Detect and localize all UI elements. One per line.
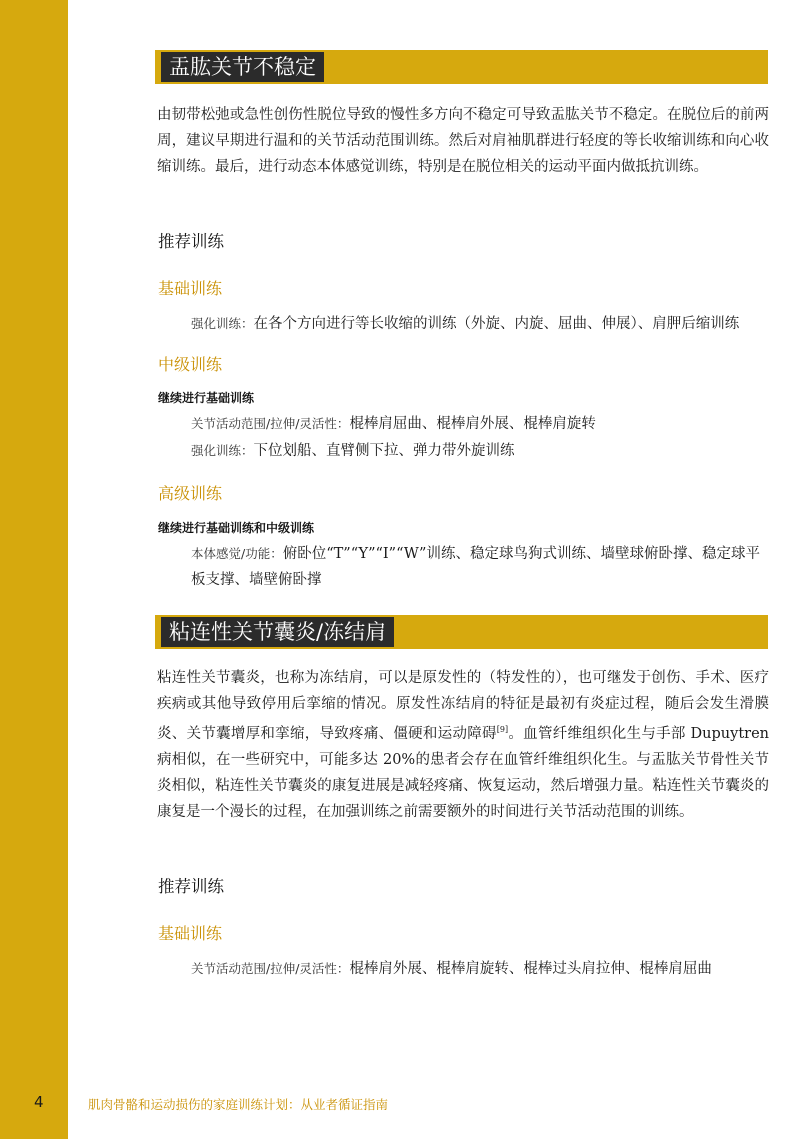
basic-exercises-heading: 基础训练 <box>158 279 223 298</box>
item-label: 关节活动范围/拉伸/灵活性： <box>191 961 350 976</box>
item-text: 俯卧位“T”“Y”“I”“W”训练、稳定球鸟狗式训练、墙壁球俯卧撑、稳定球平板支撑、墙壁俯卧撑 <box>191 546 760 588</box>
strength-training-item <box>191 311 769 337</box>
item-label: 强化训练： <box>191 316 254 331</box>
paragraph-text: 粘连性关节囊炎，也称为冻结肩，可以是原发性的（特发性的），也可继发于创伤、手术、医疗疾病或其他导致停用后挛缩的情况。原发性冻结肩的特征是最初有炎症过程，随后会发生滑膜炎、关节囊增厚和挛缩，导致疼痛、僵硬和运动障碍 <box>157 670 769 742</box>
rom-item <box>191 411 769 437</box>
running-footer-title: 肌肉骨骼和运动损伤的家庭训练计划：从业者循证指南 <box>88 1097 389 1112</box>
item-label: 本体感觉/功能： <box>191 546 283 561</box>
intermediate-exercises-heading: 中级训练 <box>158 355 223 374</box>
strength-training-item <box>191 438 769 464</box>
section-paragraph: 由韧带松弛或急性创伤性脱位导致的慢性多方向不稳定可导致盂肱关节不稳定。在脱位后的前两周，建议早期进行温和的关节活动范围训练。然后对肩袖肌群进行轻度的等长收缩训练和向心收缩训练。最后，进行动态本体感觉训练，特别是在脱位相关的运动平面内做抵抗训练。 <box>157 107 769 175</box>
paragraph-text: 。血管纤维组织化生与手部 Dupuytren 病相似，在一些研究中，可能多达 20%的患者会存在血管纤维组织化生。与盂肱关节骨性关节炎相似，粘连性关节囊炎的康复进展是减轻疼痛、恢复运动，然后增强力量。粘连性关节囊炎的康复是一个漫长的过程，在加强训练之前需要额外的时间进行关节活动范围的训练。 <box>157 725 770 820</box>
section-header-glenohumeral-instability <box>155 50 768 84</box>
item-text: 棍棒肩外展、棍棒肩旋转、棍棒过头肩拉伸、棍棒肩屈曲 <box>349 961 712 977</box>
item-text: 在各个方向进行等长收缩的训练（外旋、内旋、屈曲、伸展）、肩胛后缩训练 <box>253 316 740 332</box>
left-margin-bar <box>0 0 68 1139</box>
item-text: 棍棒肩屈曲、棍棒肩外展、棍棒肩旋转 <box>349 416 596 432</box>
recommended-exercises-heading: 推荐训练 <box>158 232 224 251</box>
item-text: 下位划船、直臂侧下拉、弹力带外旋训练 <box>253 443 515 459</box>
basic-exercises-heading: 基础训练 <box>158 924 223 943</box>
continue-note: 继续进行基础训练 <box>158 391 255 405</box>
item-label: 强化训练： <box>191 443 254 458</box>
continue-note: 继续进行基础训练和中级训练 <box>158 521 315 535</box>
recommended-exercises-heading: 推荐训练 <box>158 877 224 896</box>
item-label: 关节活动范围/拉伸/灵活性： <box>191 416 350 431</box>
advanced-exercises-heading: 高级训练 <box>158 484 223 503</box>
page-number: 4 <box>34 1093 44 1111</box>
section-title: 盂肱关节不稳定 <box>161 52 324 82</box>
rom-item <box>191 956 769 982</box>
section-header-frozen-shoulder <box>155 615 768 649</box>
section-title: 粘连性关节囊炎/冻结肩 <box>161 617 394 647</box>
citation: [9] <box>496 725 509 734</box>
section-paragraph <box>157 665 769 825</box>
proprioception-item <box>191 541 769 593</box>
